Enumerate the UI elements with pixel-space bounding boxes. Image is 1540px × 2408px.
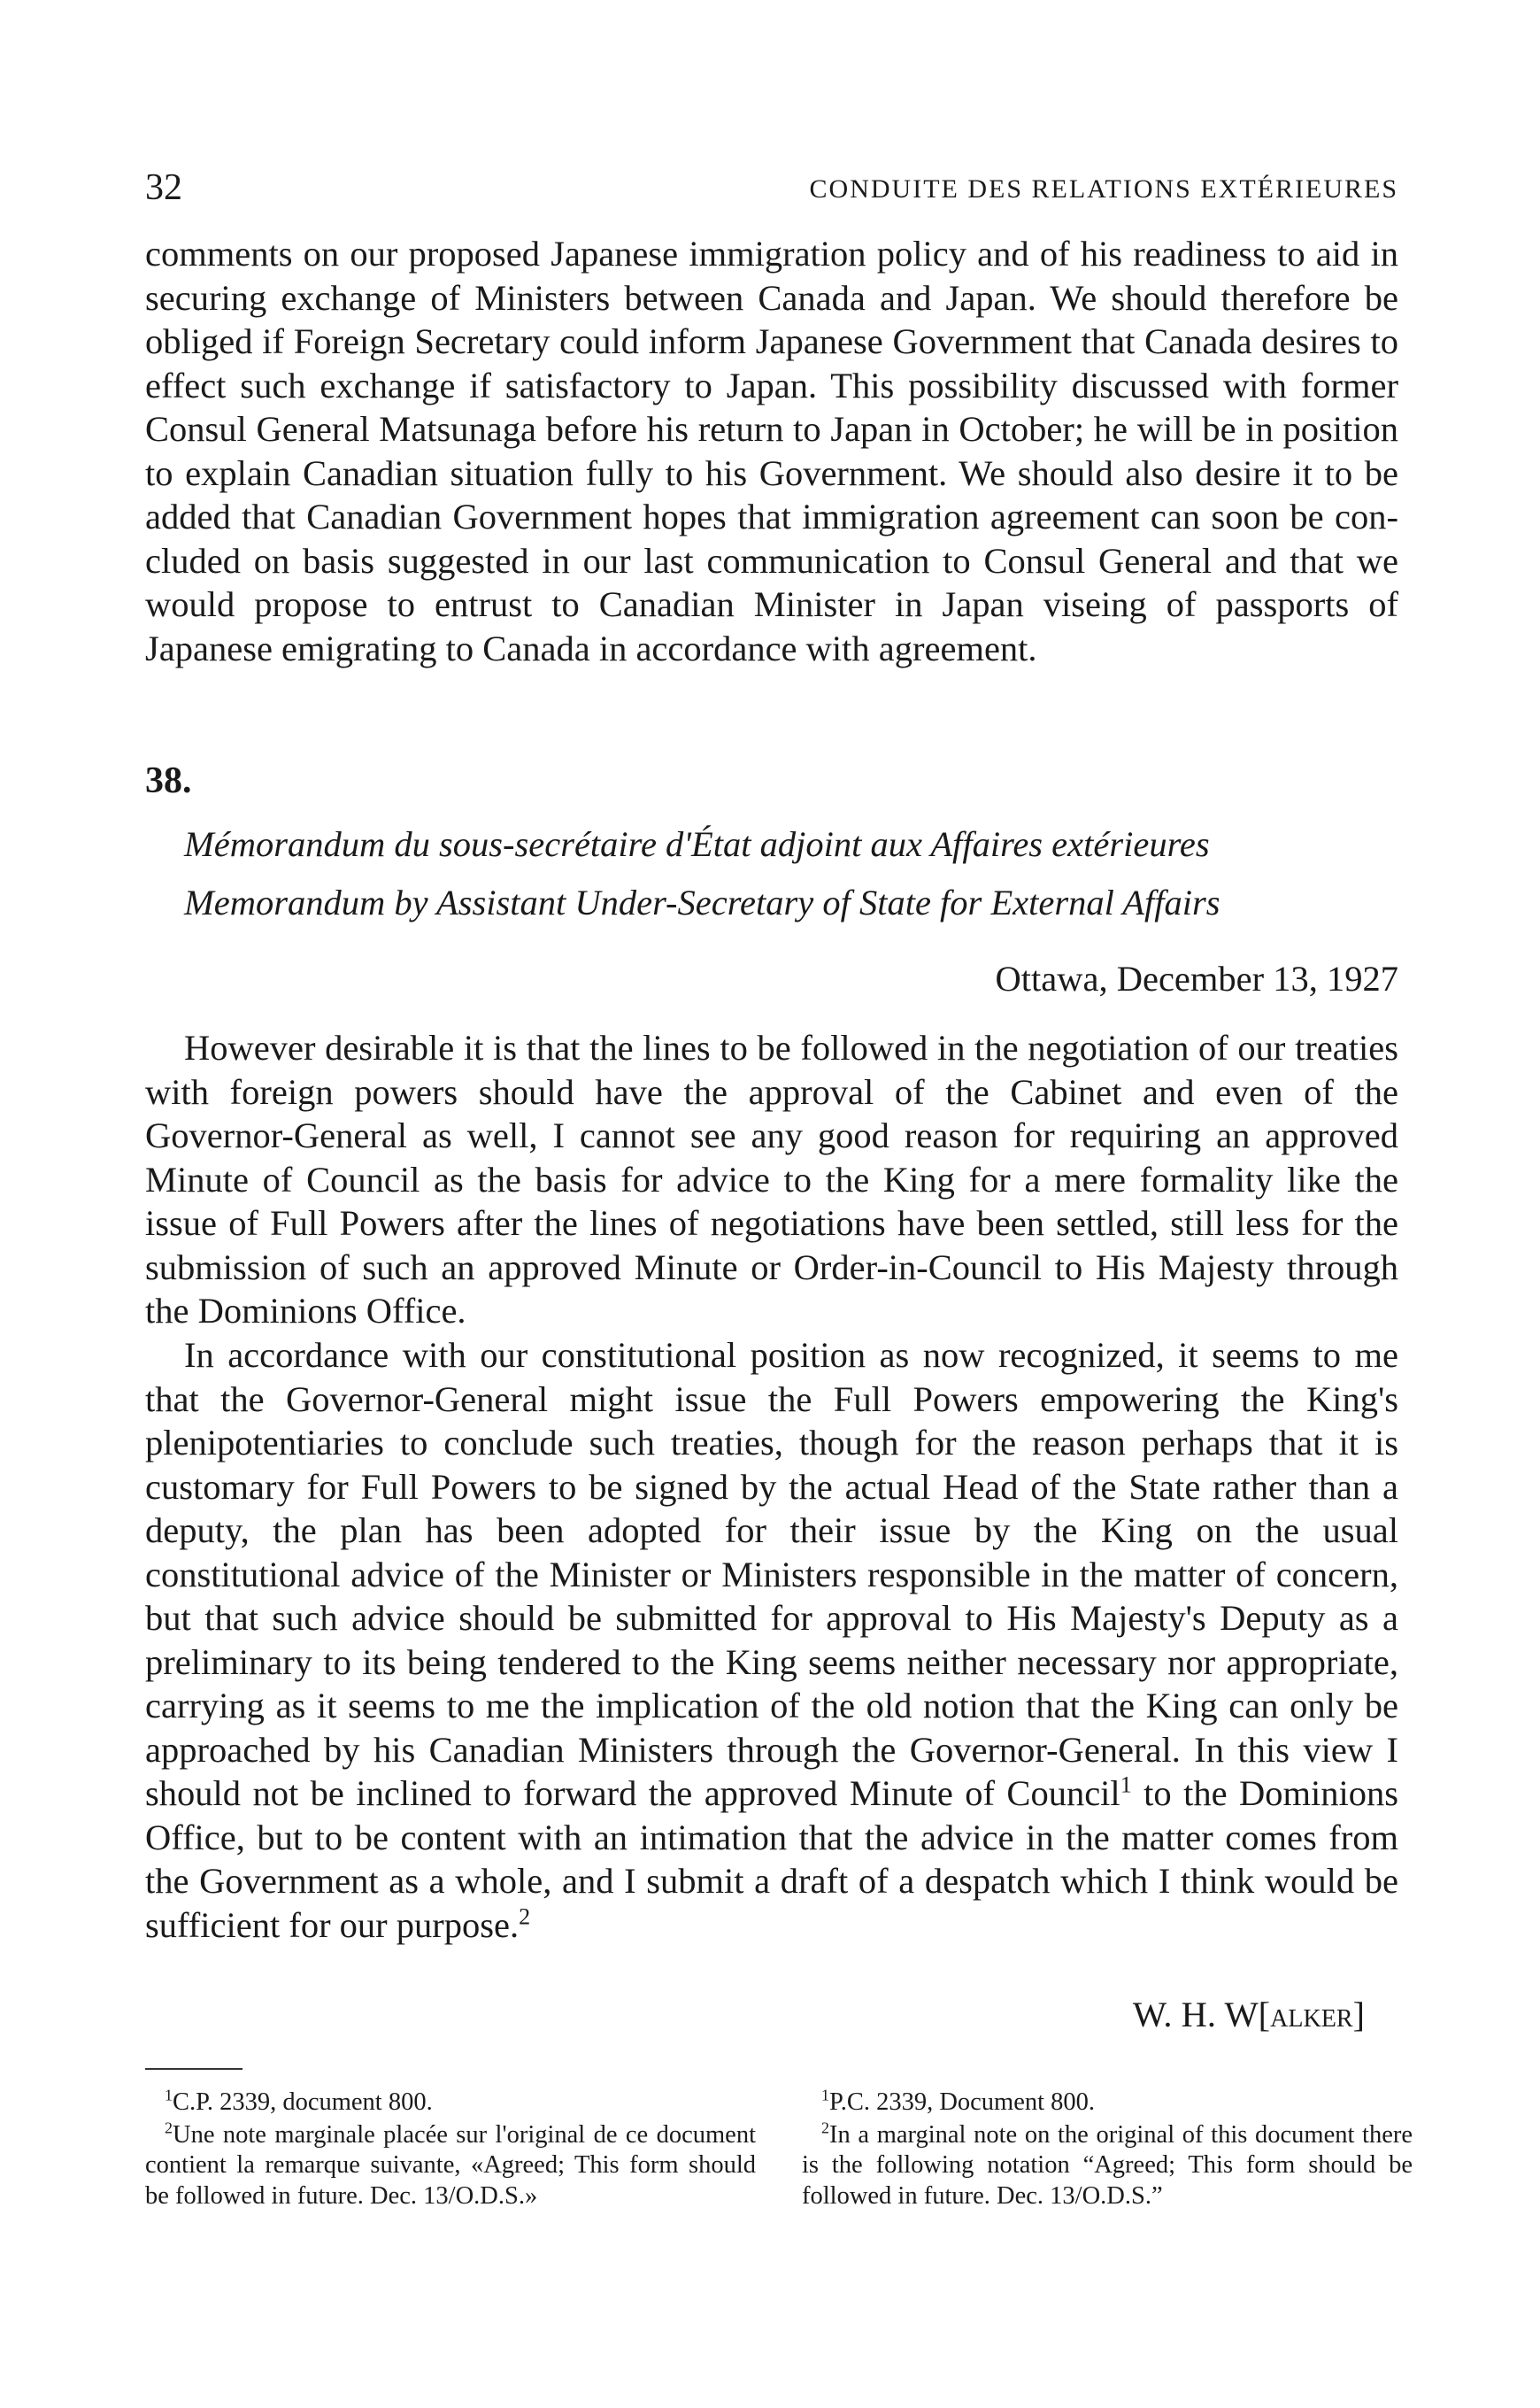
footnotes-french <box>145 2088 756 2213</box>
dateline: Ottawa, December 13, 1927 <box>995 959 1398 999</box>
footnote-marker: 1 <box>165 2086 173 2104</box>
memorandum-paragraph-1: However desirable it is that the lines to be followed in the negotiation of our treaties with foreign powers should have the approval of the Cabinet and even of the Governor-General as well, I cannot see any good reason for requiring an approved Minute of Council as the basis for advice to the King for a mere formality like the issue of Full Powers after the lines of negotiations have been settled, still less for the submission of such an approved Minute or Order-in-Council to His Majesty through the Dominions Office. <box>145 1028 1398 1331</box>
footnote-marker: 2 <box>821 2119 829 2136</box>
footnote-text: Une note marginale placée sur l'original de ce document contient la remarque suivante, «Agreed; This form should be followed in future. Dec. 13/O.D.S.» <box>145 2120 756 2210</box>
paragraph-2-text-b: to the Dominions Office, but to be content with an intimation that the advice in the matter comes from the Government as a whole, and I submit a draft of a despatch which I think would be sufficient for our purpose. <box>145 1773 1399 1945</box>
paragraph-2-text-a: In accordance with our constitutional position as now recognized, it seems to me that the Governor-General might issue the Full Powers empowering the King's plenipotentiaries to conclude such treaties, though for the reason perhaps that it is customary for Full Powers to be signed by the actual Head of the State rather than a deputy, the plan has been adopted for their issue by the King on the usual constitutional advice of the Minister or Ministers responsible in the matter of concern, but that such advice should be submitted for approval to His Majesty's Deputy as a preliminary to its being tendered to the King seems neither necessary nor appropriate, carrying as it seems to me the implication of the old notion that the King can only be approached by his Canadian Ministers through the Governor-General. In this view I should not be inclined to forward the approved Minute of Council <box>145 1335 1398 1813</box>
document-title-english: Memorandum by Assistant Under-Secretary of State for External Affairs <box>184 883 1220 922</box>
document-title-french: Mémorandum du sous-secrétaire d'État adjoint aux Affaires extérieures <box>184 824 1210 864</box>
signature <box>1133 1992 1365 2038</box>
footnote-en-2 <box>802 2120 1413 2212</box>
footnote-marker: 2 <box>165 2119 173 2136</box>
footnote-text: C.P. 2339, document 800. <box>173 2088 433 2116</box>
footnote-divider <box>145 2068 243 2070</box>
footnote-en-1 <box>802 2088 1413 2119</box>
signature-surname: alker <box>1270 1995 1353 2034</box>
footnote-ref-2: 2 <box>519 1903 531 1929</box>
running-head: CONDUITE DES RELATIONS EXTÉRIEURES <box>809 174 1398 204</box>
signature-bracket: ] <box>1352 1995 1365 2034</box>
document-number: 38. <box>145 760 192 801</box>
footnote-fr-1 <box>145 2088 756 2119</box>
signature-initials: W. H. W[ <box>1132 1995 1271 2034</box>
memorandum-paragraph-2 <box>145 1333 1398 1947</box>
footnote-text: In a marginal note on the original of this document there is the following notation “Agreed; This form should be followed in future. Dec. 13/O.D.S.” <box>802 2120 1413 2210</box>
continued-paragraph: comments on our proposed Japanese immigration policy and of his readiness to aid in securing exchange of Ministers between Canada and Japan. We should therefore be obliged if Foreign Secretary could inform Japanese Government that Canada desires to effect such exchange if satisfactory to Japan. This possibility discussed with former Consul General Matsunaga before his return to Japan in October; he will be in position to explain Canadian situation fully to his Government. We should also desire it to be added that Canadian Government hopes that immigration agreement can soon be concluded on basis suggested in our last communication to Consul General and that we would propose to entrust to Canadian Minister in Japan viseing of passports of Japanese emigrating to Canada in accordance with agreement. <box>145 234 1398 668</box>
footnote-text: P.C. 2339, Document 800. <box>829 2088 1096 2116</box>
page-number: 32 <box>145 167 182 208</box>
footnote-fr-2 <box>145 2120 756 2212</box>
footnotes-english <box>802 2088 1413 2213</box>
footnote-marker: 1 <box>821 2086 829 2104</box>
footnote-ref-1: 1 <box>1120 1771 1132 1798</box>
